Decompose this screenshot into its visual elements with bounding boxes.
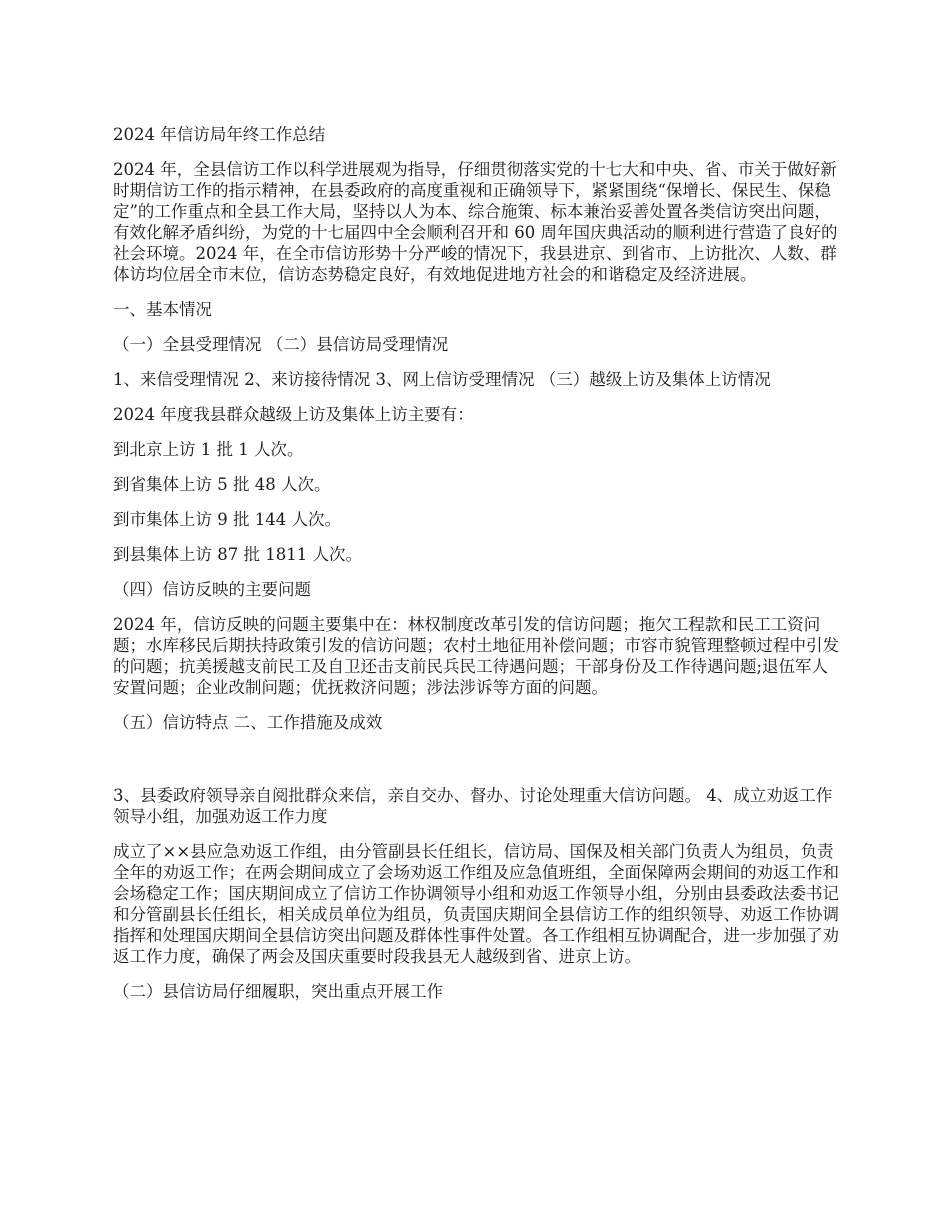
document-page	[113, 124, 841, 1002]
paragraph: 3、县委政府领导亲自阅批群众来信，亲自交办、督办、讨论处理重大信访问题。 4、成立劝返工作领导小组，加强劝返工作力度	[113, 786, 833, 826]
subsection-heading: 1、来信受理情况 2、来访接待情况 3、网上信访受理情况 （三）越级上访及集体上访情况	[113, 370, 771, 389]
subsection-heading: （二）县信访局仔细履职，突出重点开展工作	[113, 982, 443, 1001]
section-heading-basic: 一、基本情况	[113, 300, 212, 319]
list-item: 到市集体上访 9 批 144 人次。	[113, 510, 341, 529]
list-item: 到县集体上访 87 批 1811 人次。	[113, 545, 362, 564]
issues-paragraph: 2024 年，信访反映的问题主要集中在：林权制度改革引发的信访问题；拖欠工程款和民工工资问题；水库移民后期扶持政策引发的信访问题；农村土地征用补偿问题；市容市貌管理整顿过程中引发的问题；抗美援越支前民工及自卫还击支前民兵民工待遇问题；干部身份及工作待遇问题;退伍军人安置问题；企业改制问题；优抚救济问题；涉法涉诉等方面的问题。	[113, 615, 839, 697]
subsection-heading: （四）信访反映的主要问题	[113, 580, 311, 599]
subsection-heading: （一）全县受理情况 （二）县信访局受理情况	[113, 335, 449, 354]
intro-paragraph: 2024 年，全县信访工作以科学进展观为指导，仔细贯彻落实党的十七大和中央、省、市关于做好新时期信访工作的指示精神，在县委政府的高度重视和正确领导下，紧紧围绕“保增长、保民生、保稳定”的工作重点和全县工作大局，坚持以人为本、综合施策、标本兼治妥善处置各类信访突出问题，有效化解矛盾纠纷，为党的十七届四中全会顺利召开和 60 周年国庆典活动的顺利进行营造了良好的社会环境。2024 年，在全市信访形势十分严峻的情况下，我县进京、到省市、上访批次、人数、群体访均位居全市末位，信访态势稳定良好，有效地促进地方社会的和谐稳定及经济进展。	[113, 160, 838, 284]
paragraph: 成立了××县应急劝返工作组，由分管副县长任组长，信访局、国保及相关部门负责人为组员，负责全年的劝返工作；在两会期间成立了会场劝返工作组及应急值班组，全面保障两会期间的劝返工作和会场稳定工作；国庆期间成立了信访工作协调领导小组和劝返工作领导小组，分别由县委政法委书记和分管副县长任组长，相关成员单位为组员，负责国庆期间全县信访工作的组织领导、劝返工作协调指挥和处理国庆期间全县信访突出问题及群体性事件处置。各工作组相互协调配合，进一步加强了劝返工作力度，确保了两会及国庆重要时段我县无人越级到省、进京上访。	[113, 842, 839, 966]
document-title: 2024 年信访局年终工作总结	[113, 125, 326, 144]
paragraph: 2024 年度我县群众越级上访及集体上访主要有：	[113, 405, 474, 424]
list-item: 到北京上访 1 批 1 人次。	[113, 440, 304, 459]
list-item: 到省集体上访 5 批 48 人次。	[113, 475, 331, 494]
subsection-heading: （五）信访特点 二、工作措施及成效	[113, 713, 383, 732]
